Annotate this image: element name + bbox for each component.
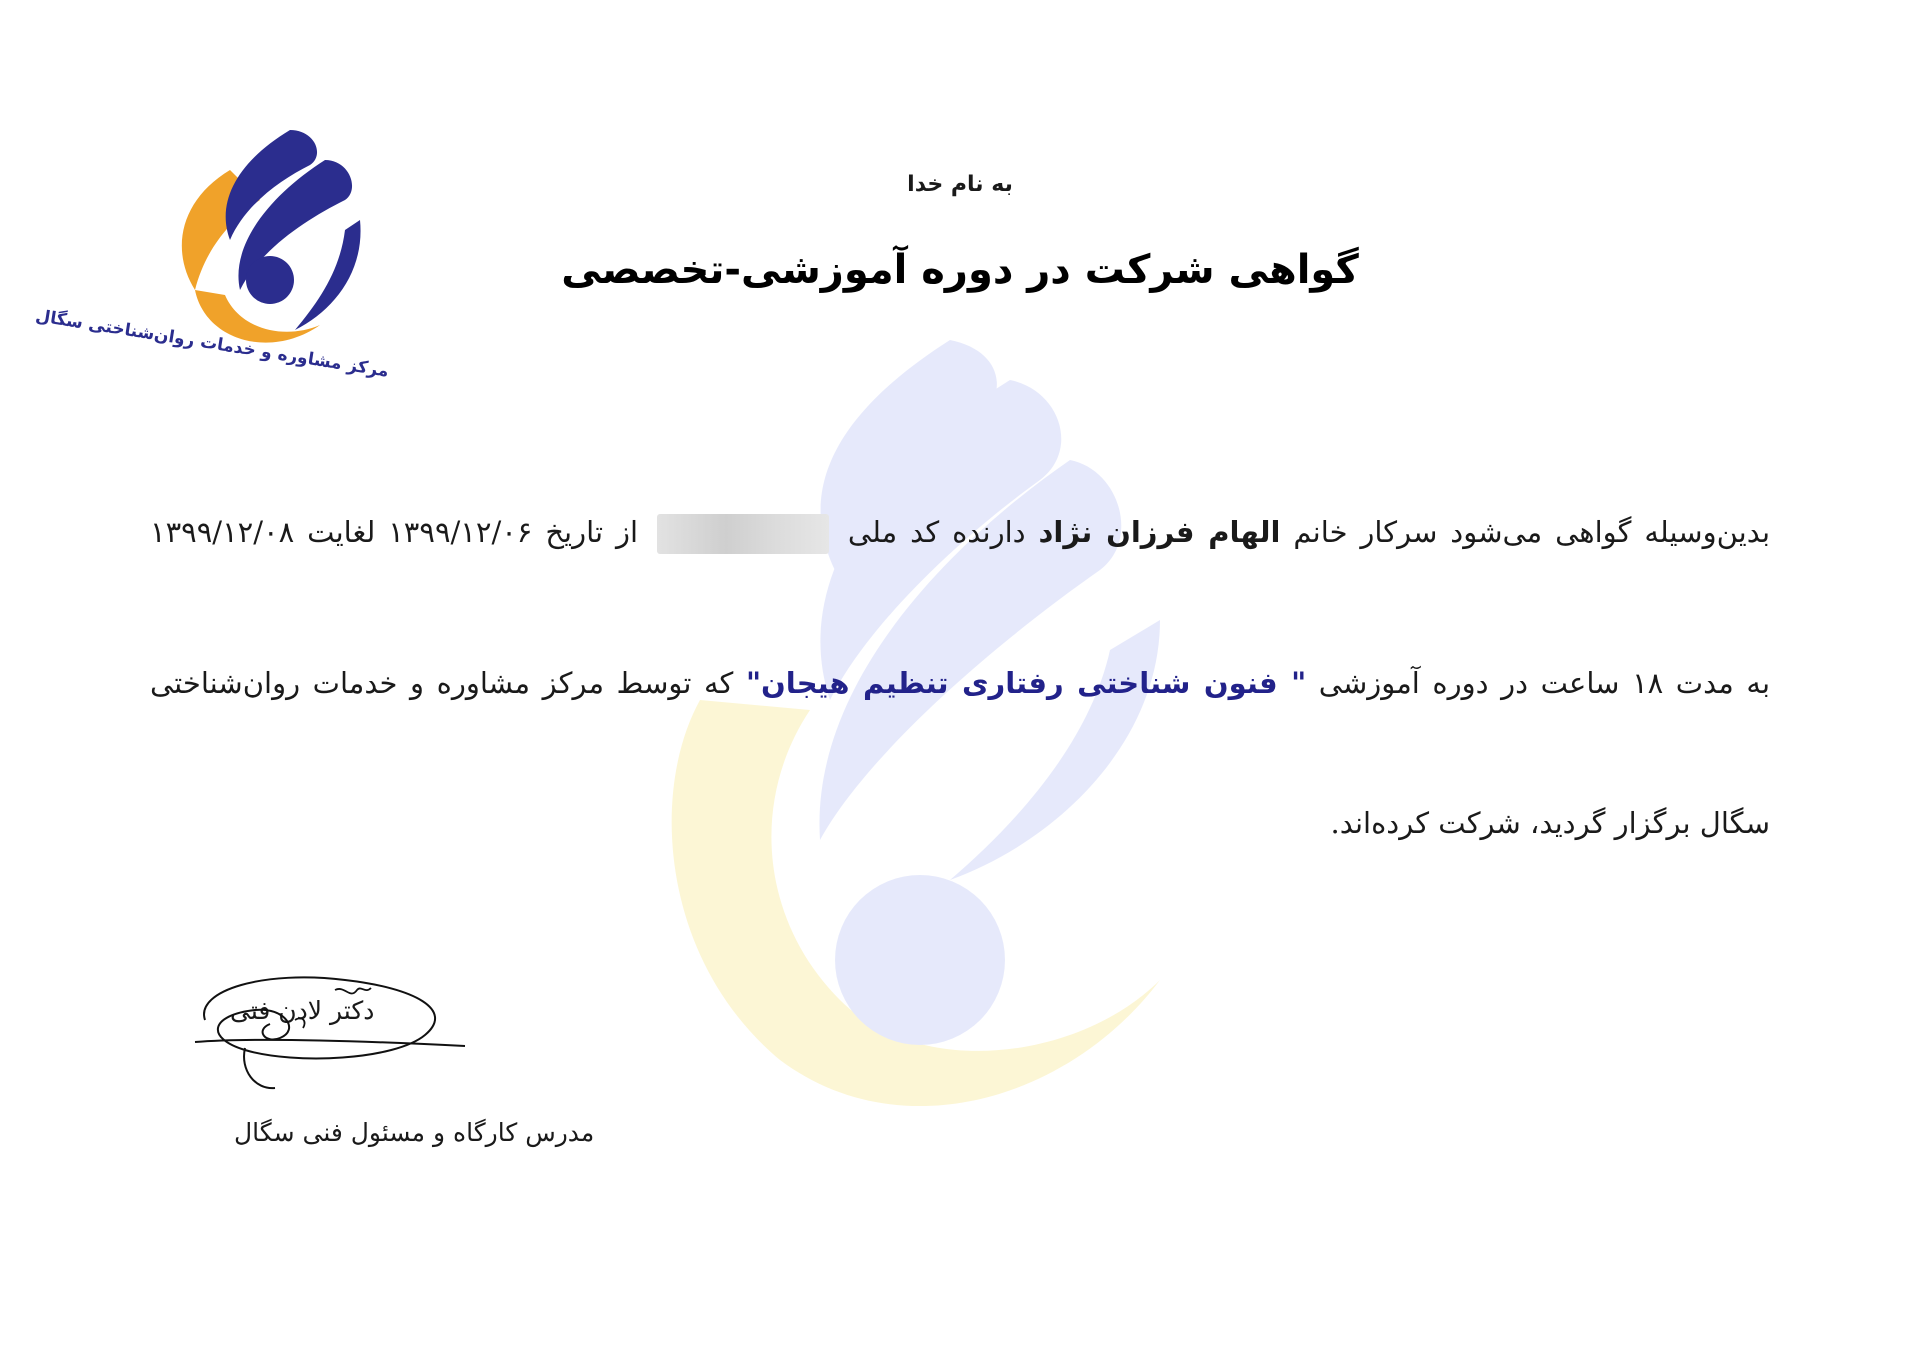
basmala-heading: به نام خدا: [907, 172, 1013, 197]
line1-mid: دارنده کد ملی: [847, 515, 1026, 549]
logo-caption: مرکز مشاوره و خدمات روان‌شناختی سگال: [34, 306, 391, 382]
certificate-title: گواهی شرکت در دوره آموزشی-تخصصی: [561, 247, 1359, 293]
line1-prefix: بدین‌وسیله گواهی می‌شود سرکار خانم: [1293, 515, 1771, 549]
signer-role: مدرس کارگاه و مسئول فنی سگال: [234, 1118, 595, 1147]
signer-name: دکتر لادن فتی: [230, 996, 375, 1025]
redacted-national-id: [657, 514, 829, 554]
course-name: " فنون شناختی رفتاری تنظیم هیجان": [745, 666, 1307, 700]
handwritten-signature: [185, 960, 485, 1100]
line2-prefix: به مدت ۱۸ ساعت در دوره آموزشی: [1318, 666, 1771, 700]
body-line-3: سگال برگزار گردید، شرکت کرده‌اند.: [1330, 806, 1770, 840]
line2-suffix: که توسط مرکز مشاوره و خدمات روان‌شناختی: [150, 666, 734, 700]
participant-name: الهام فرزان نژاد: [1038, 515, 1281, 549]
body-line-1: [150, 514, 1770, 554]
watermark-logo: [640, 320, 1200, 1120]
body-line-2: [150, 666, 1770, 700]
line1-suffix: از تاریخ ۱۳۹۹/۱۲/۰۶ لغایت ۱۳۹۹/۱۲/۰۸: [150, 515, 639, 549]
